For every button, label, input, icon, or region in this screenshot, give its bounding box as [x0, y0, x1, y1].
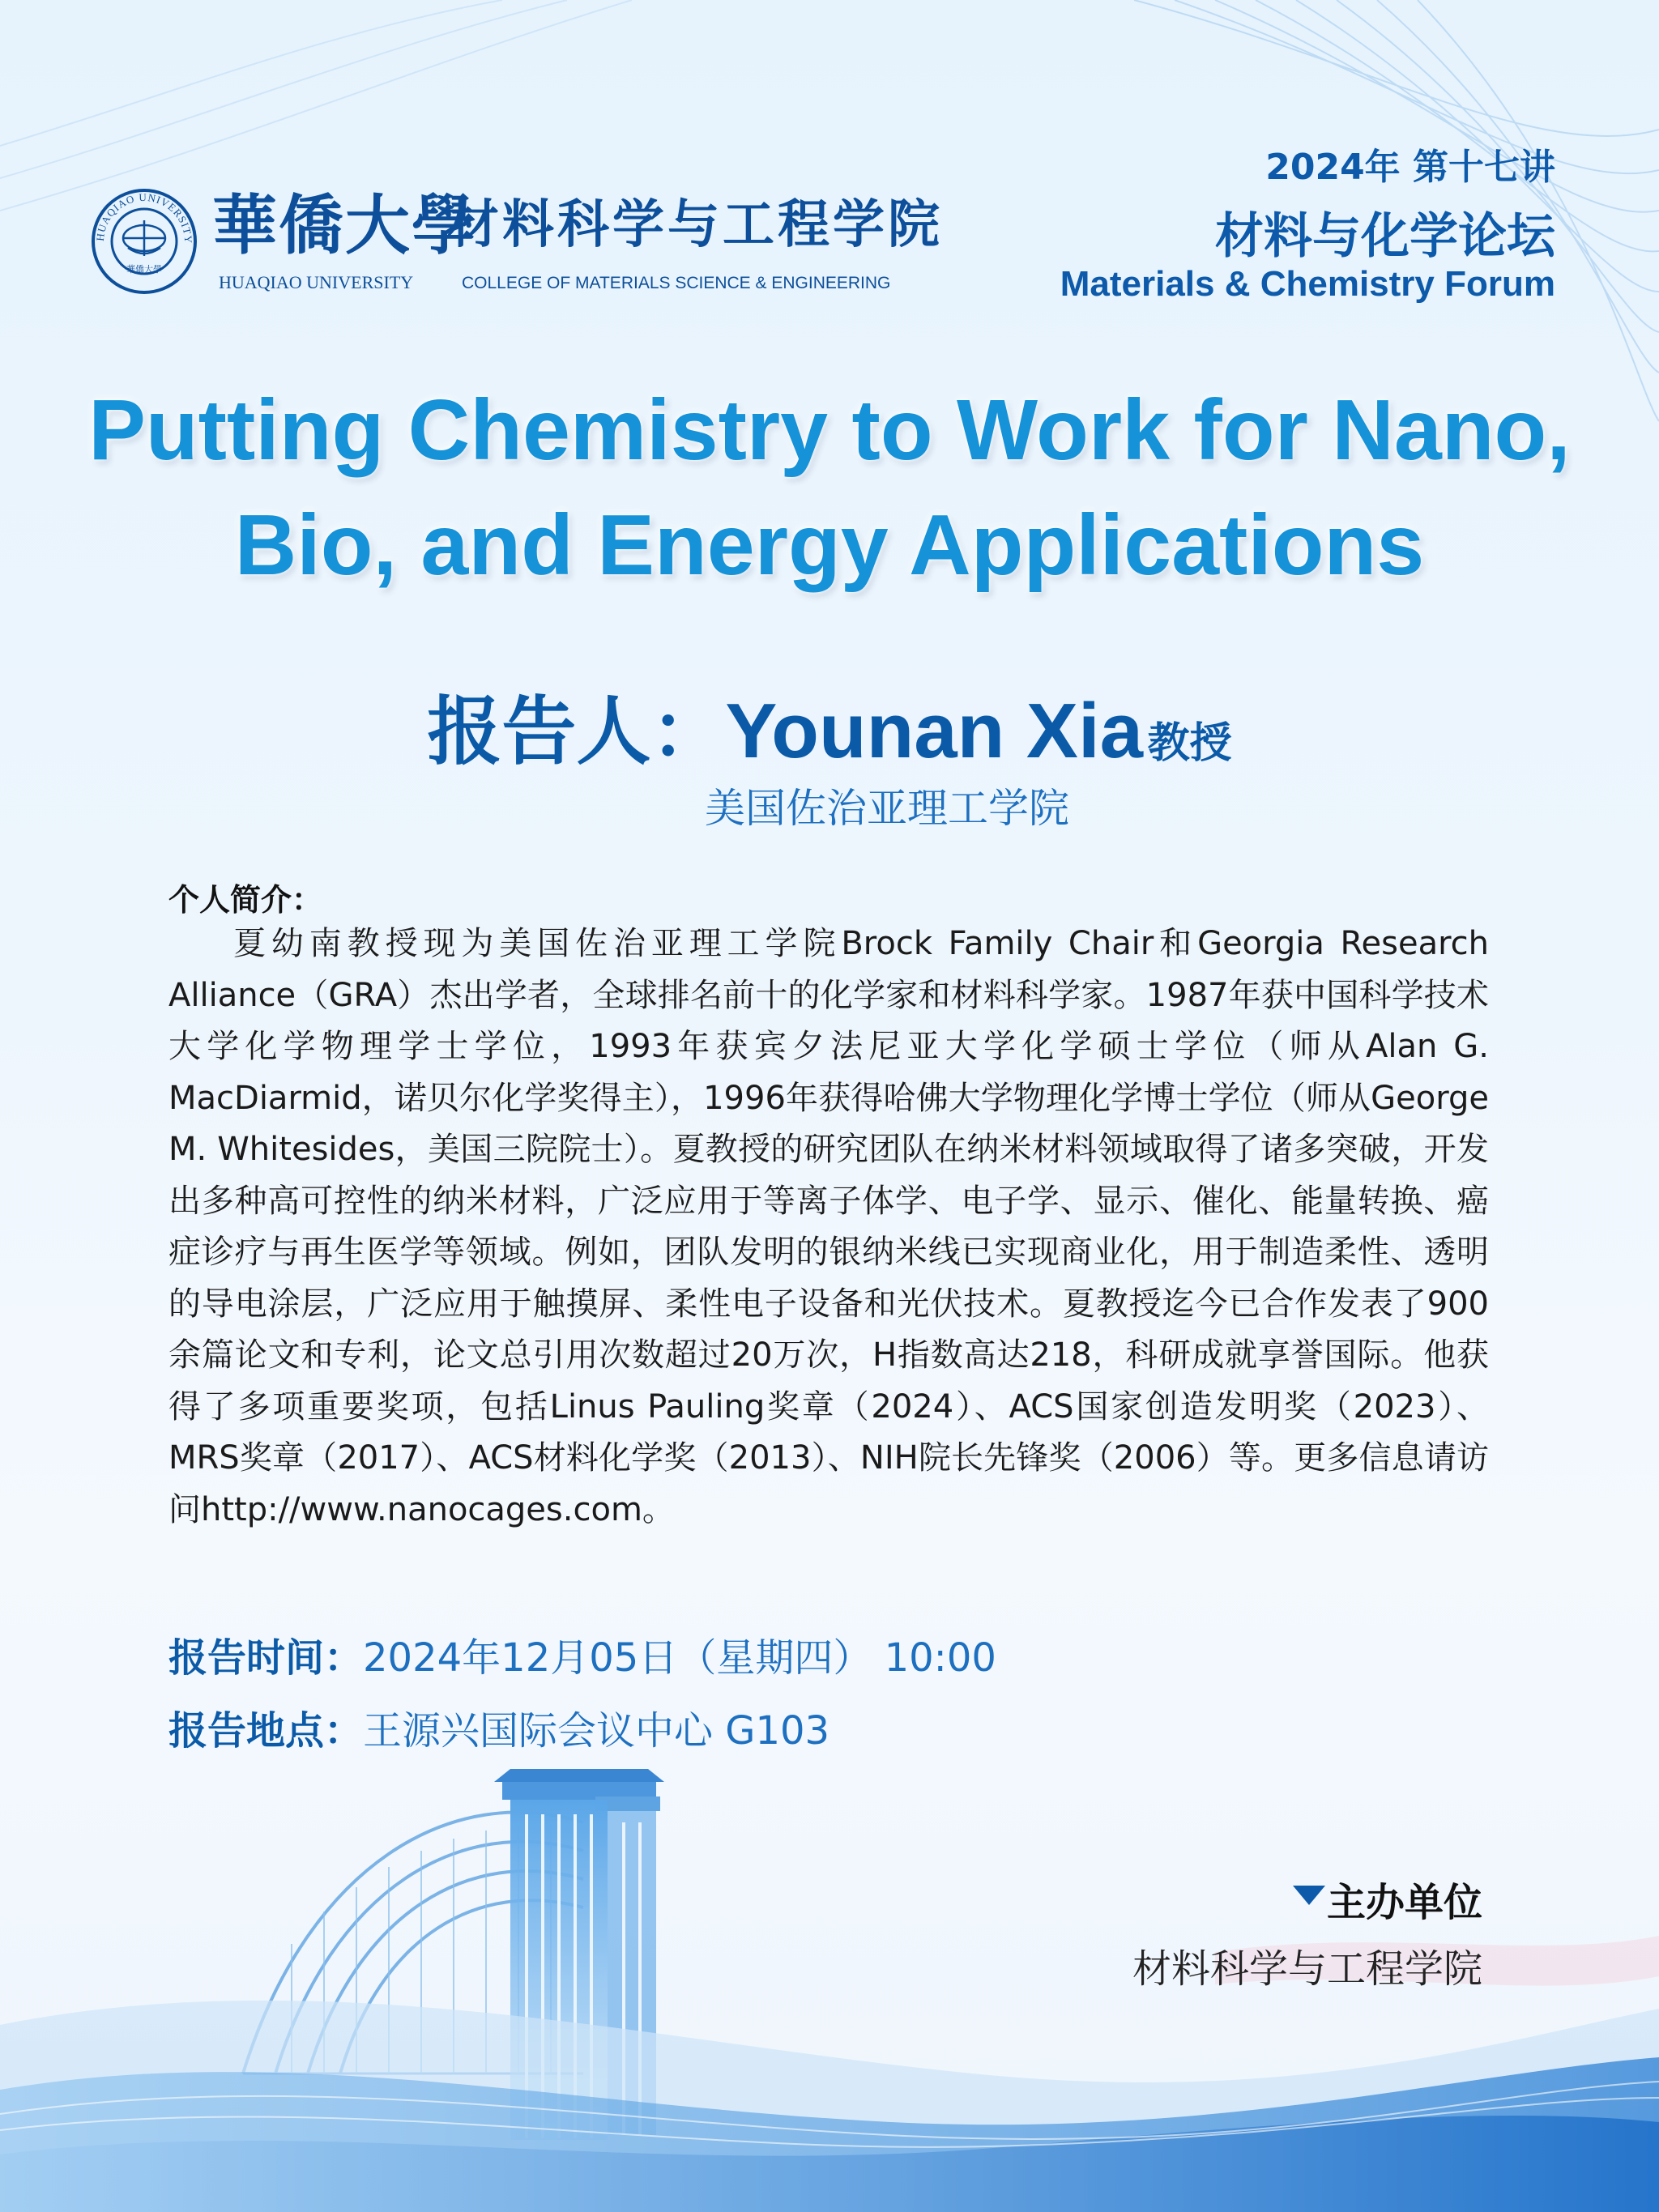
emblem-ring-text: HUAQIAO UNIVERSITY [93, 190, 195, 245]
college-name-cn: 材料科学与工程学院 [447, 194, 943, 255]
event-venue-row [168, 1699, 830, 1755]
talk-title-line2: Bio, and Energy Applications [234, 497, 1425, 593]
forum-name-en: Materials & Chemistry Forum [1060, 264, 1555, 304]
college-name-en: COLLEGE OF MATERIALS SCIENCE & ENGINEERING [462, 274, 891, 292]
speaker-row [0, 672, 1659, 779]
organizer-name: 材料科学与工程学院 [1132, 1946, 1482, 1992]
speaker-name: Younan Xia [725, 688, 1144, 774]
organizer-heading: 主办单位 [1326, 1880, 1482, 1925]
flowing-lines-top-left [0, 0, 632, 211]
forum-name-cn: 材料与化学论坛 [1215, 208, 1555, 265]
speaker-affiliation: 美国佐治亚理工学院 [705, 785, 1069, 832]
talk-title-line1: Putting Chemistry to Work for Nano, [88, 382, 1571, 478]
university-name-en: HUAQIAO UNIVERSITY [219, 272, 414, 292]
speaker-label: 报告人： [427, 688, 726, 775]
event-time-row [168, 1626, 996, 1682]
talk-title [0, 373, 1659, 603]
bio-heading: 个人简介： [168, 882, 323, 918]
speaker-honorific: 教授 [1147, 719, 1232, 768]
triangle-down-icon [1293, 1886, 1325, 1905]
university-emblem [91, 188, 198, 295]
forum-session: 2024年 第十七讲 [1265, 147, 1555, 188]
university-name-cn: 華僑大學 [212, 187, 478, 263]
event-time-value: 2024年12月05日（星期四） 10:00 [363, 1635, 996, 1681]
emblem-seal-text: 華僑大學 [126, 264, 162, 275]
event-venue-value: 王源兴国际会议中心 G103 [363, 1708, 830, 1754]
bio-text: 夏幼南教授现为美国佐治亚理工学院Brock Family Chair和Georgia Research Alliance（GRA）杰出学者，全球排名前十的化学家和材料科学家。1987年获中国科学技术大学化学物理学士学位，1993年获宾夕法尼亚大学化学硕士学位（师从Alan G. MacDiarmid，诺贝尔化学奖得主），1996年获得哈佛大学物理化学博士学位（师从George M. Whitesides，美国三院院士）。夏教授的研究团队在纳米材料领域取得了诸多突破，开发出多种高可控性的纳米材料，广泛应用于等离子体学、电子学、显示、催化、能量转换、癌症诊疗与再生医学等领域。例如，团队发明的银纳米线已实现商业化，用于制造柔性、透明的导电涂层，广泛应用于触摸屏、柔性电子设备和光伏技术。夏教授迄今已合作发表了900余篇论文和专利，论文总引用次数超过20万次，H指数高达218，科研成就享誉国际。他获得了多项重要奖项，包括Linus Pauling奖章（2024）、ACS国家创造发明奖（2023）、MRS奖章（2017）、ACS材料化学奖（2013）、NIH院长先锋奖（2006）等。更多信息请访问http://www.nanocages.com。 [168, 925, 1489, 1528]
event-time-label: 报告时间： [168, 1635, 364, 1681]
event-venue-label: 报告地点： [168, 1708, 364, 1754]
